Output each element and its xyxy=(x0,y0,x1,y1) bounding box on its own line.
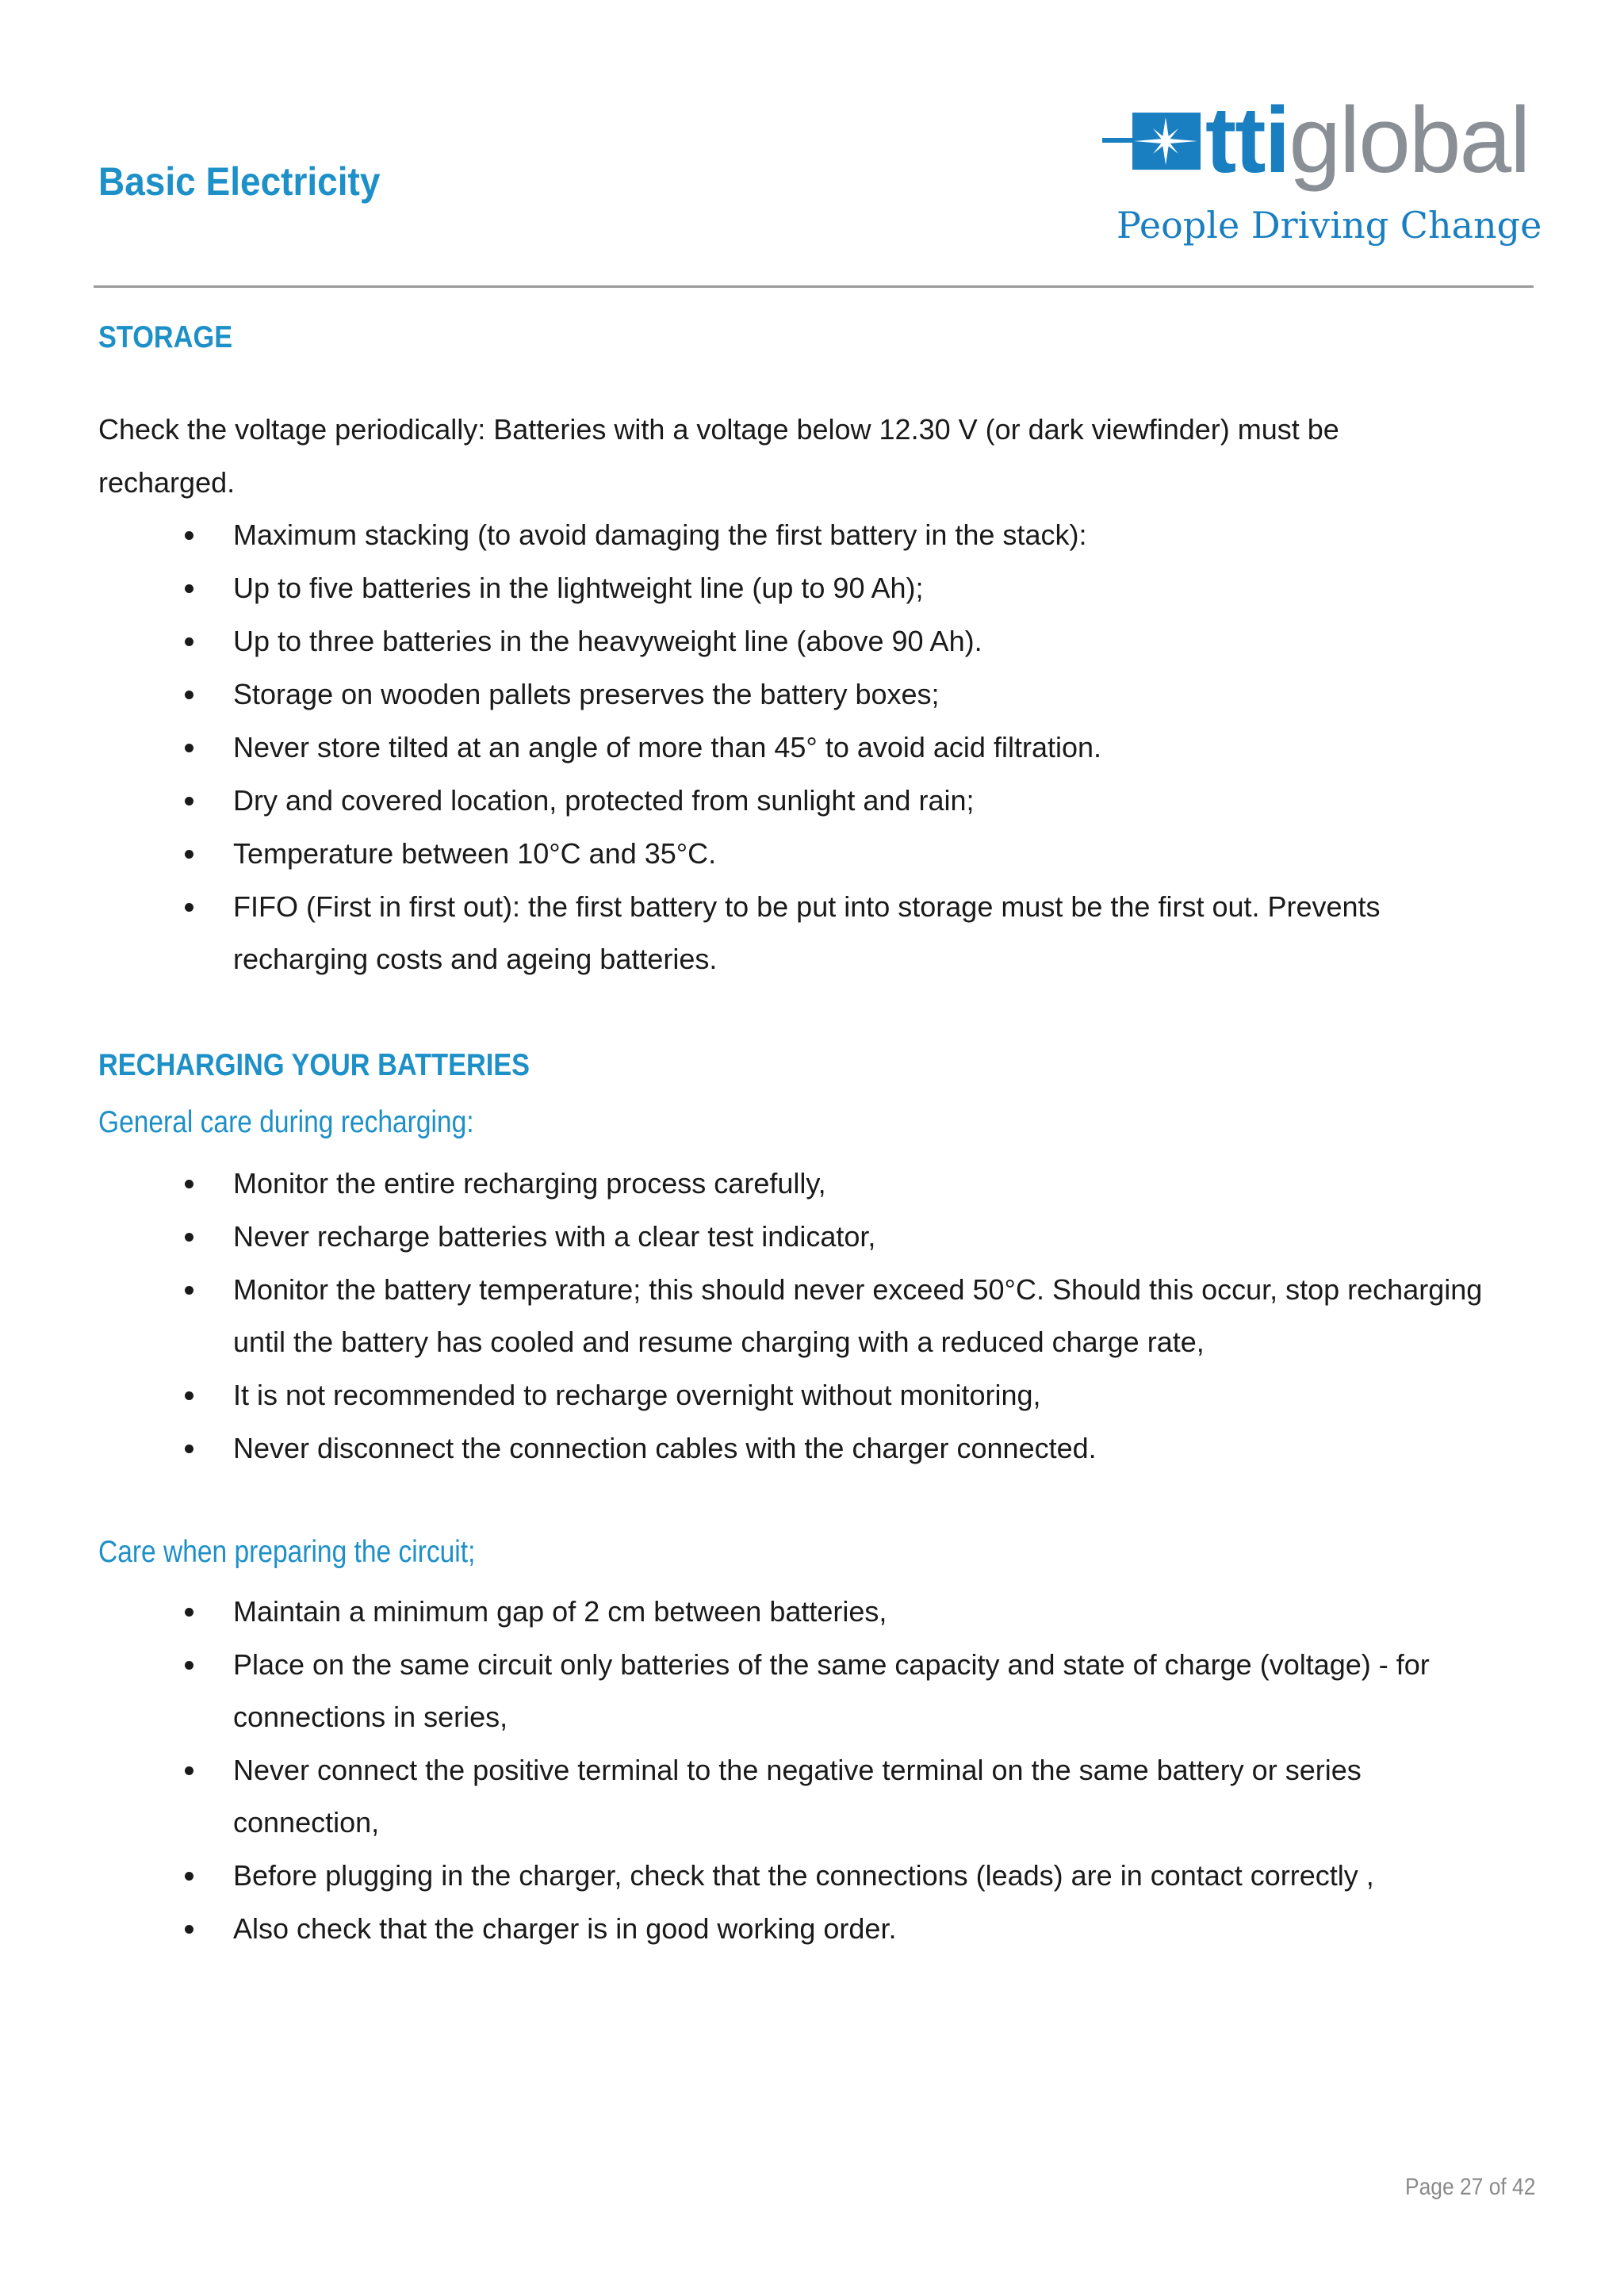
star-burst-icon xyxy=(1102,97,1205,184)
list-item xyxy=(0,1744,1502,1849)
list-item-text: Maximum stacking (to avoid damaging the first battery in the stack): xyxy=(233,519,1087,551)
page-number: Page 27 of 42 xyxy=(1405,2174,1536,2200)
logo-brand-secondary: global xyxy=(1289,88,1530,193)
list-item-text: Maintain a minimum gap of 2 cm between batteries, xyxy=(233,1595,887,1628)
list-item-text: Dry and covered location, protected from sunlight and rain; xyxy=(233,784,975,817)
list-item-text: Monitor the entire recharging process carefully, xyxy=(233,1167,826,1200)
list-item xyxy=(0,1158,1502,1210)
list-item-text: Never recharge batteries with a clear test indicator, xyxy=(233,1220,876,1253)
tti-global-logo xyxy=(1102,88,1542,259)
bullet-icon xyxy=(185,1286,193,1295)
bullet-icon xyxy=(185,1180,193,1188)
list-item xyxy=(0,1211,1502,1263)
circuit-care-bullet-list xyxy=(0,1586,1624,1956)
general-care-subheading: General care during recharging: xyxy=(98,1105,474,1139)
list-item xyxy=(0,1369,1502,1422)
list-item-text: Never store tilted at an angle of more than 45° to avoid acid filtration. xyxy=(233,731,1102,763)
storage-heading: STORAGE xyxy=(98,320,233,354)
list-item xyxy=(0,615,1502,668)
logo-tagline: People Driving Change xyxy=(1116,204,1542,247)
bullet-icon xyxy=(185,1661,193,1670)
list-item-text: Place on the same circuit only batteries of the same capacity and state of charge (voltage) - for connections in series, xyxy=(233,1648,1430,1733)
list-item-text: Up to three batteries in the heavyweight line (above 90 Ah). xyxy=(233,625,982,657)
bullet-icon xyxy=(185,903,193,912)
list-item-text: Before plugging in the charger, check that the connections (leads) are in contact correctly , xyxy=(233,1859,1374,1892)
recharging-heading: RECHARGING YOUR BATTERIES xyxy=(98,1048,530,1082)
general-care-bullet-list xyxy=(0,1158,1624,1475)
list-item xyxy=(0,1639,1502,1743)
bullet-icon xyxy=(185,1608,193,1617)
bullet-icon xyxy=(185,1766,193,1775)
list-item xyxy=(0,828,1502,880)
bullet-icon xyxy=(185,744,193,752)
list-item-text: Up to five batteries in the lightweight line (up to 90 Ah); xyxy=(233,572,924,604)
list-item xyxy=(0,1586,1502,1638)
list-item xyxy=(0,509,1502,561)
document-title: Basic Electricity xyxy=(98,159,381,204)
list-item xyxy=(0,1903,1502,1955)
list-item-text: It is not recommended to recharge overnight without monitoring, xyxy=(233,1379,1041,1411)
circuit-care-subheading: Care when preparing the circuit; xyxy=(98,1535,476,1569)
list-item xyxy=(0,562,1502,614)
list-item xyxy=(0,881,1502,985)
bullet-icon xyxy=(185,1445,193,1453)
bullet-icon xyxy=(185,850,193,859)
storage-intro-paragraph: Check the voltage periodically: Batteries with a voltage below 12.30 V (or dark viewfinder) must be recharged. xyxy=(98,413,1339,499)
bullet-icon xyxy=(185,797,193,806)
list-item-text: Never connect the positive terminal to the negative terminal on the same battery or series connection, xyxy=(233,1754,1362,1839)
logo-wordmark xyxy=(1205,89,1529,192)
list-item xyxy=(0,1264,1502,1368)
bullet-icon xyxy=(185,1391,193,1400)
bullet-icon xyxy=(185,1925,193,1934)
bullet-icon xyxy=(185,1872,193,1881)
list-item-text: Never disconnect the connection cables with the charger connected. xyxy=(233,1432,1097,1464)
list-item xyxy=(0,775,1502,827)
list-item xyxy=(0,1422,1502,1475)
list-item-text: Storage on wooden pallets preserves the battery boxes; xyxy=(233,678,940,710)
bullet-icon xyxy=(185,1233,193,1242)
storage-bullet-list xyxy=(0,509,1624,986)
list-item xyxy=(0,721,1502,774)
list-item-text: Also check that the charger is in good working order. xyxy=(233,1912,897,1945)
header-divider xyxy=(94,285,1534,288)
bullet-icon xyxy=(185,531,193,540)
bullet-icon xyxy=(185,691,193,699)
logo-brand-primary: tti xyxy=(1205,88,1289,193)
bullet-icon xyxy=(185,584,193,593)
list-item-text: FIFO (First in first out): the first battery to be put into storage must be the first out. Prevents recharging costs and ageing batteries. xyxy=(233,890,1381,975)
list-item xyxy=(0,668,1502,721)
list-item-text: Monitor the battery temperature; this should never exceed 50°C. Should this occur, stop recharging until the battery has cooled and resume charging with a reduced charge rate, xyxy=(233,1273,1483,1358)
list-item-text: Temperature between 10°C and 35°C. xyxy=(233,837,717,870)
bullet-icon xyxy=(185,637,193,646)
list-item xyxy=(0,1850,1502,1902)
